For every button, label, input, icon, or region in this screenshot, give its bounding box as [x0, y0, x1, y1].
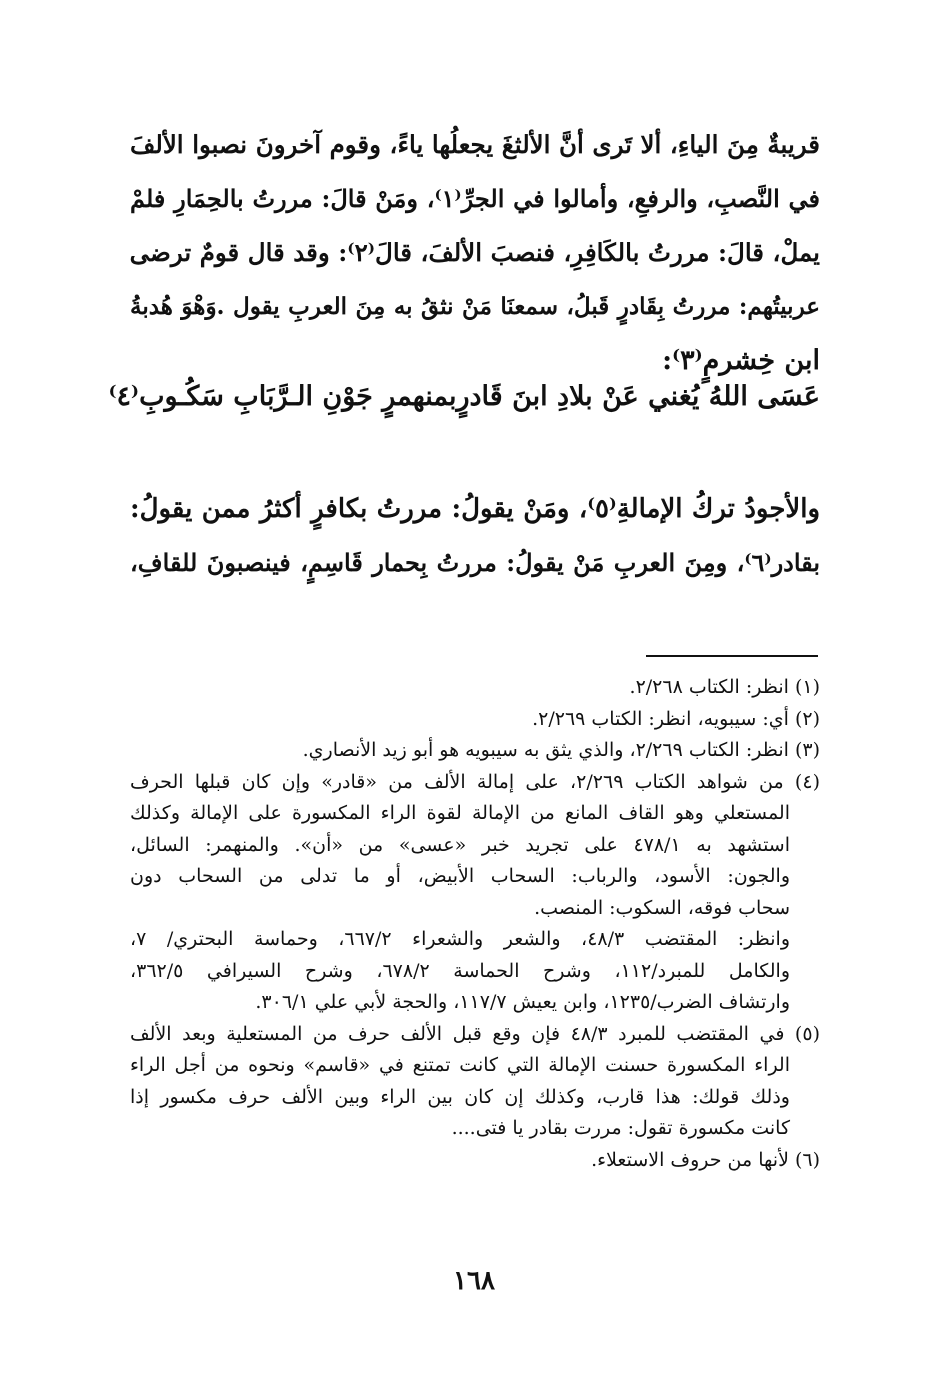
footnote-line: سحاب فوقه، السكوب: المنصب.: [534, 896, 790, 919]
footnote-line: وانظر: المقتضب ٤٨/٣، والشعر والشعراء ٦٦٧/٢، وحماسة البحتري/ ٧،: [130, 928, 791, 950]
main-line: يملْ، قالَ: مررتُ بالكَافِرِ، فنصبَ الألفَ، قالَ⁽٢⁾: وقد قال قومٌ ترضى: [129, 238, 820, 267]
footnote-line: كانت مكسورة تقول: مررت بقادر يا فتى....: [451, 1117, 790, 1139]
main-line: ابن خِشرمٍ⁽٣⁾:: [662, 345, 820, 376]
second-paragraph: [130, 482, 820, 590]
footnote-line: (٣) انظر: الكتاب ٢/٢٦٩، والذي يثق به سيبويه هو أبو زيد الأنصاري.: [302, 739, 820, 761]
page-number: ١٦٨: [453, 1266, 495, 1296]
main-paragraph: [130, 118, 820, 388]
footnotes: [130, 672, 820, 1176]
main-line: والأجودُ تركُ الإمالةِ⁽٥⁾، ومَنْ يقولُ: مررتُ بكافرٍ أكثرُ ممن يقولُ:: [130, 494, 821, 524]
footnote-line: (١) انظر: الكتاب ٢/٢٦٨.: [629, 676, 820, 698]
footnote-line: وذلك قولك: هذا قارب، وكذلك إن كان بين الراء وبين الألف حرف مكسور إذا: [130, 1085, 790, 1108]
footnote-line: استشهد به ٤٧٨/١ على تجريد خبر «عسى» من «أن». والمنهمر: السائل،: [130, 833, 791, 856]
main-line: قريبةٌ مِنَ الياءِ، ألا تَرى أنَّ الألثغَ يجعلُها ياءً، وقوم آخرونَ نصبوا الألفَ: [130, 130, 820, 159]
footnote-line: (٥) في المقتضب للمبرد ٤٨/٣ فإن وقع قبل الألف حرف من المستعلية وبعد الألف: [130, 1022, 820, 1045]
poetry-verse: [108, 370, 820, 424]
footnote-line: والجون: الأسود، والرباب: السحاب الأبيض، أو ما تدلى من السحاب دون: [130, 865, 790, 887]
footnote-line: (٢) أي: سيبويه، انظر: الكتاب ٢/٢٦٩.: [532, 707, 820, 730]
footnote-divider: [646, 655, 818, 657]
footnote-line: الراء المكسورة حسنت الإمالة التي كانت تمتنع في «قاسم» ونحوه من أجل الراء: [130, 1054, 790, 1076]
main-line: عربيتُهم: مررتُ بِقَادرٍ قَبلُ، سمعنَا مَنْ نثقُ به مِنَ العربِ يقول .وَهْوَ هُدبةُ: [130, 293, 820, 320]
footnote-line: وارتشاف الضرب/١٢٣٥، وابن يعيش ١١٧/٧، والحجة لأبي علي ٣٠٦/١.: [255, 991, 790, 1013]
main-line: في النَّصبِ، والرفعِ، وأمالوا في الجرِّ⁽١⁾، ومَنْ قالَ: مررتُ بالحِمَارِ فلمْ: [130, 184, 820, 213]
verse-second-hemistich: بمنهمرٍ جَوْنِ الـرَّبَابِ سَكُـوبِ⁽٤⁾: [108, 381, 457, 412]
footnote-line: (٤) من شواهد الكتاب ٢/٢٦٩، على إمالة الألف من «قادر» وإن كان قبلها الحرف: [130, 770, 820, 793]
footnote-line: والكامل للمبرد/١١٢، وشرح الحماسة ٦٧٨/٢، وشرح السيرافي ٣٦٢/٥،: [130, 959, 790, 982]
footnote-line: المستعلي وهو القاف المانع من الإمالة لقوة الراء المكسورة على الإمالة وكذلك: [130, 802, 790, 824]
footnote-line: (٦) لأنها من حروف الاستعلاء.: [591, 1148, 820, 1171]
main-line: بقادر⁽٦⁾، ومِنَ العربِ مَنْ يقولُ: مررتُ بِحمار قَاسِمٍ، فينصبونَ للقافِ،: [130, 548, 820, 577]
verse-first-hemistich: عَسَى اللهُ يُغني عَنْ بلادِ ابنَ قَادرٍ: [456, 381, 820, 412]
